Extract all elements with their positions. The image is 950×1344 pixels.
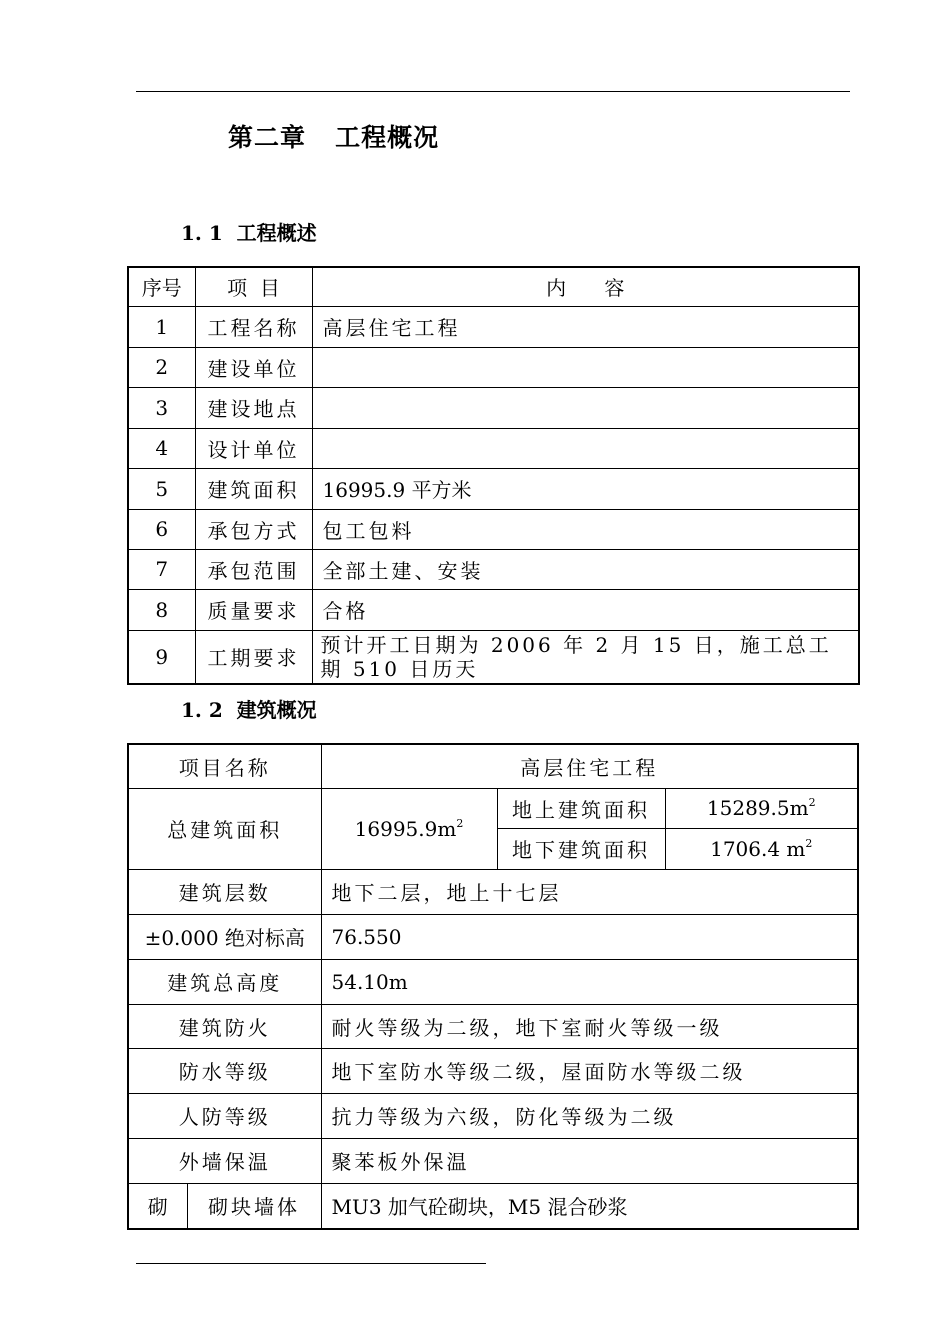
row-value: 抗力等级为六级，防化等级为二级 — [321, 1093, 858, 1138]
table-row — [128, 1048, 858, 1093]
table-row — [128, 306, 859, 347]
table-row — [128, 959, 858, 1004]
table-row — [128, 1138, 858, 1183]
row-item: 承包方式 — [195, 509, 312, 549]
row-no: 2 — [128, 347, 195, 387]
row-label: ±0.000 绝对标高 — [128, 914, 321, 959]
row-item: 建设单位 — [195, 347, 312, 387]
row-item: 承包范围 — [195, 549, 312, 589]
row-content — [312, 428, 859, 468]
row-value: MU3 加气砼砌块，M5 混合砂浆 — [321, 1183, 858, 1229]
below-ground-area-number: 1706.4 m — [710, 836, 806, 861]
row-no: 9 — [128, 630, 195, 684]
row-item: 工期要求 — [195, 630, 312, 684]
total-area-number: 16995.9m — [354, 816, 457, 841]
row-content: 全部土建、安装 — [312, 549, 859, 589]
above-ground-area-value — [665, 788, 858, 828]
row-content — [312, 387, 859, 428]
row-no: 6 — [128, 509, 195, 549]
row-content: 高层住宅工程 — [312, 306, 859, 347]
project-name-label: 项目名称 — [128, 744, 321, 788]
row-no: 3 — [128, 387, 195, 428]
project-name-value: 高层住宅工程 — [321, 744, 858, 788]
above-ground-area-label: 地上建筑面积 — [497, 788, 665, 828]
footer-rule — [136, 1263, 486, 1264]
row-content: 合格 — [312, 589, 859, 630]
table-row — [128, 468, 859, 509]
table-row — [128, 1093, 858, 1138]
table-row — [128, 347, 859, 387]
row-content: 包工包料 — [312, 509, 859, 549]
unit-superscript: 2 — [808, 796, 816, 809]
table-row — [128, 744, 858, 788]
table-row — [128, 788, 858, 828]
row-item: 建设地点 — [195, 387, 312, 428]
row-content — [312, 347, 859, 387]
row-value: 54.10m — [321, 959, 858, 1004]
below-ground-area-value — [665, 828, 858, 869]
row-no: 4 — [128, 428, 195, 468]
row-item: 建筑面积 — [195, 468, 312, 509]
below-ground-area-label: 地下建筑面积 — [497, 828, 665, 869]
above-ground-area-number: 15289.5m — [706, 796, 809, 820]
row-no: 5 — [128, 468, 195, 509]
row-item: 质量要求 — [195, 589, 312, 630]
row-item: 工程名称 — [195, 306, 312, 347]
row-label: 建筑总高度 — [128, 959, 321, 1004]
row-label: 建筑防火 — [128, 1004, 321, 1048]
project-overview-table — [127, 266, 860, 685]
table-row — [128, 589, 859, 630]
row-label: 防水等级 — [128, 1048, 321, 1093]
chapter-title: 第二章 工程概况 — [228, 123, 440, 152]
row-content: 16995.9 平方米 — [312, 468, 859, 509]
table-row — [128, 549, 859, 589]
row-no: 8 — [128, 589, 195, 630]
total-area-label: 总建筑面积 — [128, 788, 321, 869]
table-row — [128, 509, 859, 549]
row-no: 7 — [128, 549, 195, 589]
row-label: 外墙保温 — [128, 1138, 321, 1183]
header-rule — [136, 91, 850, 92]
row-value: 地下二层，地上十七层 — [321, 869, 858, 914]
table-row — [128, 1004, 858, 1048]
unit-superscript: 2 — [805, 836, 813, 850]
row-label: 砌块墙体 — [187, 1183, 321, 1229]
table-header-row — [128, 267, 859, 306]
table-row — [128, 387, 859, 428]
header-no: 序号 — [128, 267, 195, 306]
row-item: 设计单位 — [195, 428, 312, 468]
table-row — [128, 914, 858, 959]
masonry-group-label: 砌 — [128, 1183, 187, 1229]
row-value: 地下室防水等级二级，屋面防水等级二级 — [321, 1048, 858, 1093]
header-item: 项 目 — [195, 267, 312, 306]
row-value: 耐火等级为二级，地下室耐火等级一级 — [321, 1004, 858, 1048]
unit-superscript: 2 — [456, 816, 464, 830]
header-content: 内 容 — [312, 267, 859, 306]
row-content: 预计开工日期为 2006 年 2 月 15 日，施工总工期 510 日历天 — [312, 630, 859, 684]
row-value: 76.550 — [321, 914, 858, 959]
section-heading-building: 1. 2 建筑概况 — [181, 698, 317, 722]
table-row — [128, 869, 858, 914]
row-value: 聚苯板外保温 — [321, 1138, 858, 1183]
row-no: 1 — [128, 306, 195, 347]
table-row — [128, 1183, 858, 1229]
row-label: 建筑层数 — [128, 869, 321, 914]
row-label: 人防等级 — [128, 1093, 321, 1138]
building-overview-table — [127, 743, 859, 1230]
total-area-value — [321, 788, 497, 869]
table-row — [128, 428, 859, 468]
table-row — [128, 630, 859, 684]
section-heading-overview: 1. 1 工程概述 — [181, 221, 317, 245]
